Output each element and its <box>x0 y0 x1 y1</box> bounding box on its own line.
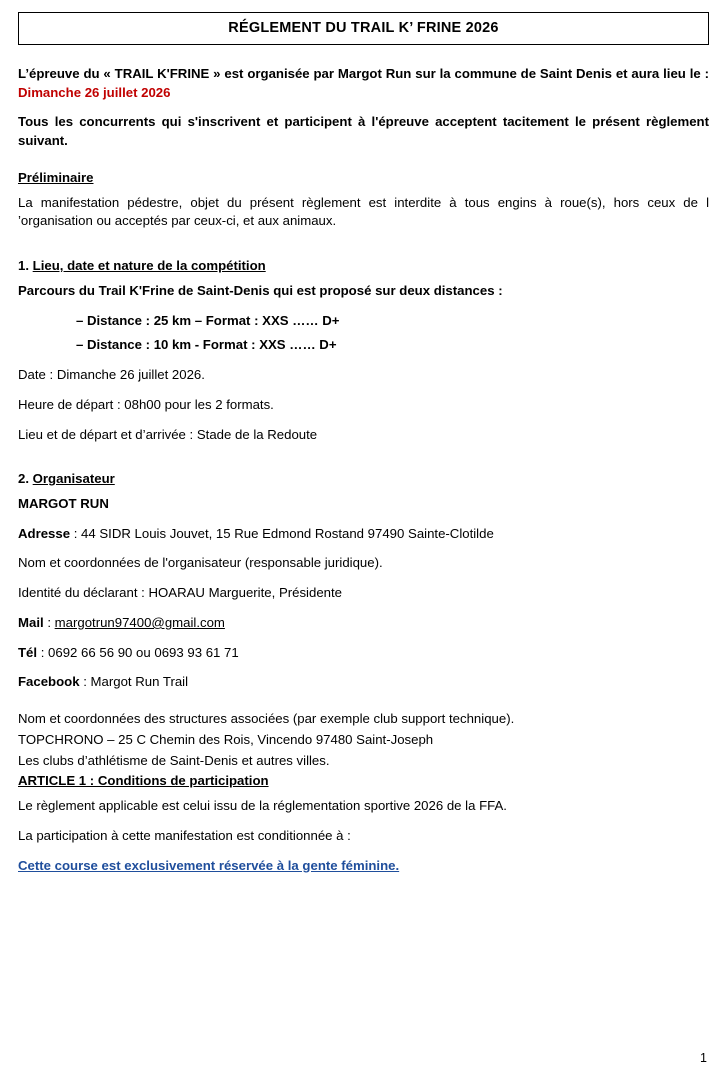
article-1-highlight: Cette course est exclusivement réservée à la gente féminine. <box>18 857 400 873</box>
section-2-title: Organisateur <box>32 471 115 487</box>
mail-separator: : <box>43 614 55 630</box>
intro-line1-text: L’épreuve du « TRAIL K'FRINE » est organisée par Margot Run sur la commune de Saint Denis et aura lieu le : <box>18 66 709 81</box>
intro-paragraph-2: Tous les concurrents qui s'inscrivent et participent à l'épreuve acceptent tacitement le présent règlement suivant. <box>18 114 709 149</box>
distance-item-2: – Distance : 10 km - Format : XXS …… D+ <box>76 337 337 353</box>
organizer-name: MARGOT RUN <box>18 496 109 512</box>
section-1-heading <box>18 257 709 276</box>
section-1-title: Lieu, date et nature de la compétition <box>32 258 266 274</box>
section-1-lieu: Lieu et de départ et d’arrivée : Stade de la Redoute <box>18 426 318 442</box>
associated-structures-block <box>18 710 709 770</box>
distance-item-1: – Distance : 25 km – Format : XXS …… D+ <box>76 312 340 328</box>
section-1-number: 1. <box>18 258 33 274</box>
organizer-identity: Identité du déclarant : HOARAU Marguerite, Présidente <box>18 585 342 601</box>
intro-paragraph-1 <box>18 65 709 102</box>
mail-link[interactable]: margotrun97400@gmail.com <box>54 614 225 630</box>
organizer-contact-note: Nom et coordonnées de l'organisateur (responsable juridique). <box>18 555 383 571</box>
document-title-box <box>18 12 709 45</box>
article-1-participation: La participation à cette manifestation est conditionnée à : <box>18 827 351 843</box>
facebook-label: Facebook <box>18 674 80 690</box>
event-date-highlight: Dimanche 26 juillet 2026 <box>18 84 171 100</box>
facebook-value: : Margot Run Trail <box>79 674 189 690</box>
section-2-heading <box>18 470 709 489</box>
section-1-parcours: Parcours du Trail K'Frine de Saint-Denis qui est proposé sur deux distances : <box>18 282 503 298</box>
organizer-address <box>18 525 709 544</box>
address-label: Adresse <box>18 525 71 541</box>
article-1-reglement: Le règlement applicable est celui issu de la réglementation sportive 2026 de la FFA. <box>18 798 507 814</box>
section-1-heure: Heure de départ : 08h00 pour les 2 formats. <box>18 396 274 412</box>
structures-topchrono: TOPCHRONO – 25 C Chemin des Rois, Vincendo 97480 Saint-Joseph <box>18 731 434 747</box>
organizer-facebook <box>18 673 709 692</box>
address-value: : 44 SIDR Louis Jouvet, 15 Rue Edmond Rostand 97490 Sainte-Clotilde <box>70 525 494 541</box>
page-number: 1 <box>700 1051 707 1065</box>
organizer-phone <box>18 644 709 663</box>
phone-label: Tél <box>18 644 38 660</box>
structures-note: Nom et coordonnées des structures associées (par exemple club support technique). <box>18 711 515 727</box>
preliminaire-body: La manifestation pédestre, objet du présent règlement est interdite à tous engins à roue(s), hors ceux de l ’organisation ou acceptés par ceux-ci, et aux animaux. <box>18 194 709 229</box>
organizer-mail <box>18 614 709 633</box>
mail-label: Mail <box>18 614 44 630</box>
article-1-heading: ARTICLE 1 : Conditions de participation <box>18 773 269 789</box>
phone-value: : 0692 66 56 90 ou 0693 93 61 71 <box>37 644 239 660</box>
section-2-number: 2. <box>18 471 33 487</box>
section-1-date: Date : Dimanche 26 juillet 2026. <box>18 367 205 383</box>
page-title: RÉGLEMENT DU TRAIL K’ FRINE 2026 <box>228 20 499 36</box>
preliminaire-heading: Préliminaire <box>18 169 94 185</box>
structures-clubs: Les clubs d’athlétisme de Saint-Denis et autres villes. <box>18 752 330 768</box>
